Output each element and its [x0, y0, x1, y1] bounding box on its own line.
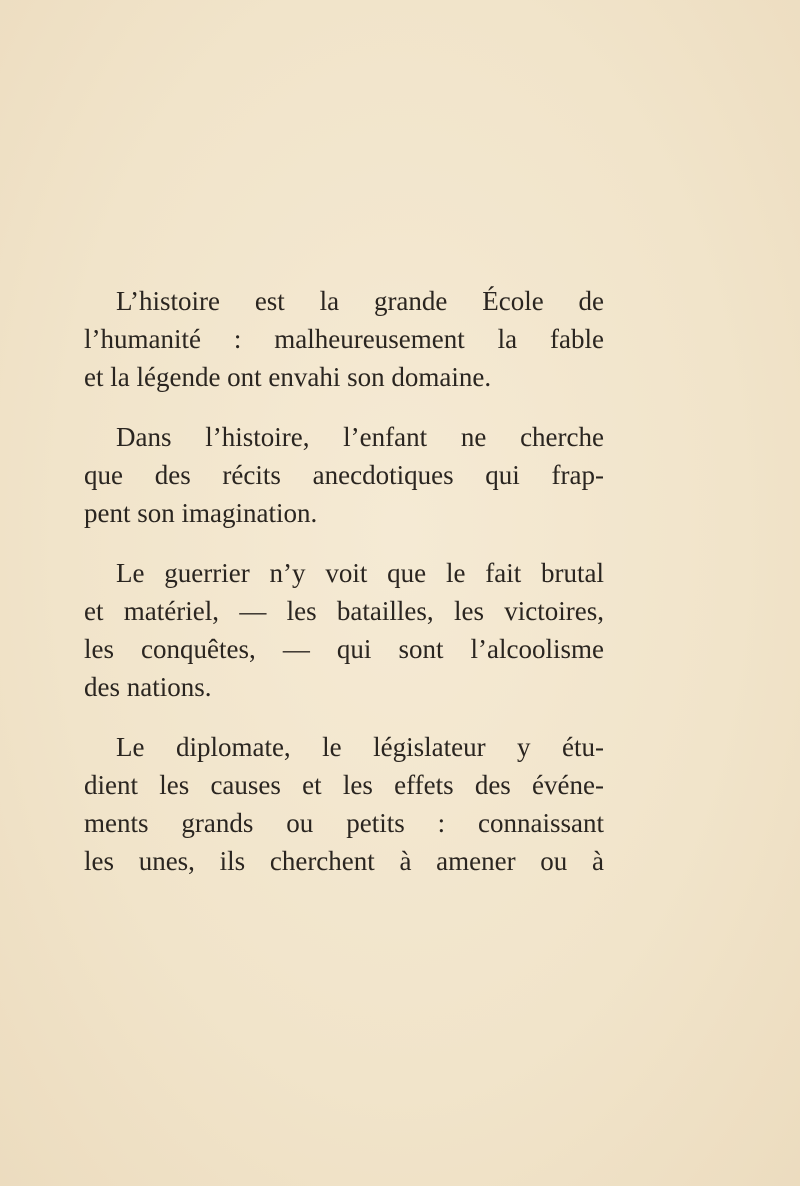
paragraph-2: [84, 418, 604, 532]
paragraph-3: [84, 554, 604, 706]
text-line: les unes, ils cherchent à amener ou à: [84, 846, 604, 876]
paragraph-4: [84, 728, 604, 880]
text-line: et la légende ont envahi son domaine.: [84, 362, 492, 392]
text-line: les conquêtes, — qui sont l’alcoolisme: [84, 634, 604, 664]
text-line: Le diplomate, le législateur y étu-: [116, 732, 604, 762]
text-line: que des récits anecdotiques qui frap-: [84, 460, 604, 490]
text-line: et matériel, — les batailles, les victoires,: [84, 596, 604, 626]
paragraph-1: [84, 282, 604, 396]
body-text: [84, 282, 604, 902]
text-line: des nations.: [84, 672, 212, 702]
text-line: dient les causes et les effets des événe-: [84, 770, 604, 800]
text-line: L’histoire est la grande École de: [116, 286, 604, 316]
text-line: pent son imagination.: [84, 498, 318, 528]
text-line: Le guerrier n’y voit que le fait brutal: [116, 558, 604, 588]
text-line: ments grands ou petits : connaissant: [84, 808, 604, 838]
text-line: Dans l’histoire, l’enfant ne cherche: [116, 422, 604, 452]
text-line: l’humanité : malheureusement la fable: [84, 324, 604, 354]
